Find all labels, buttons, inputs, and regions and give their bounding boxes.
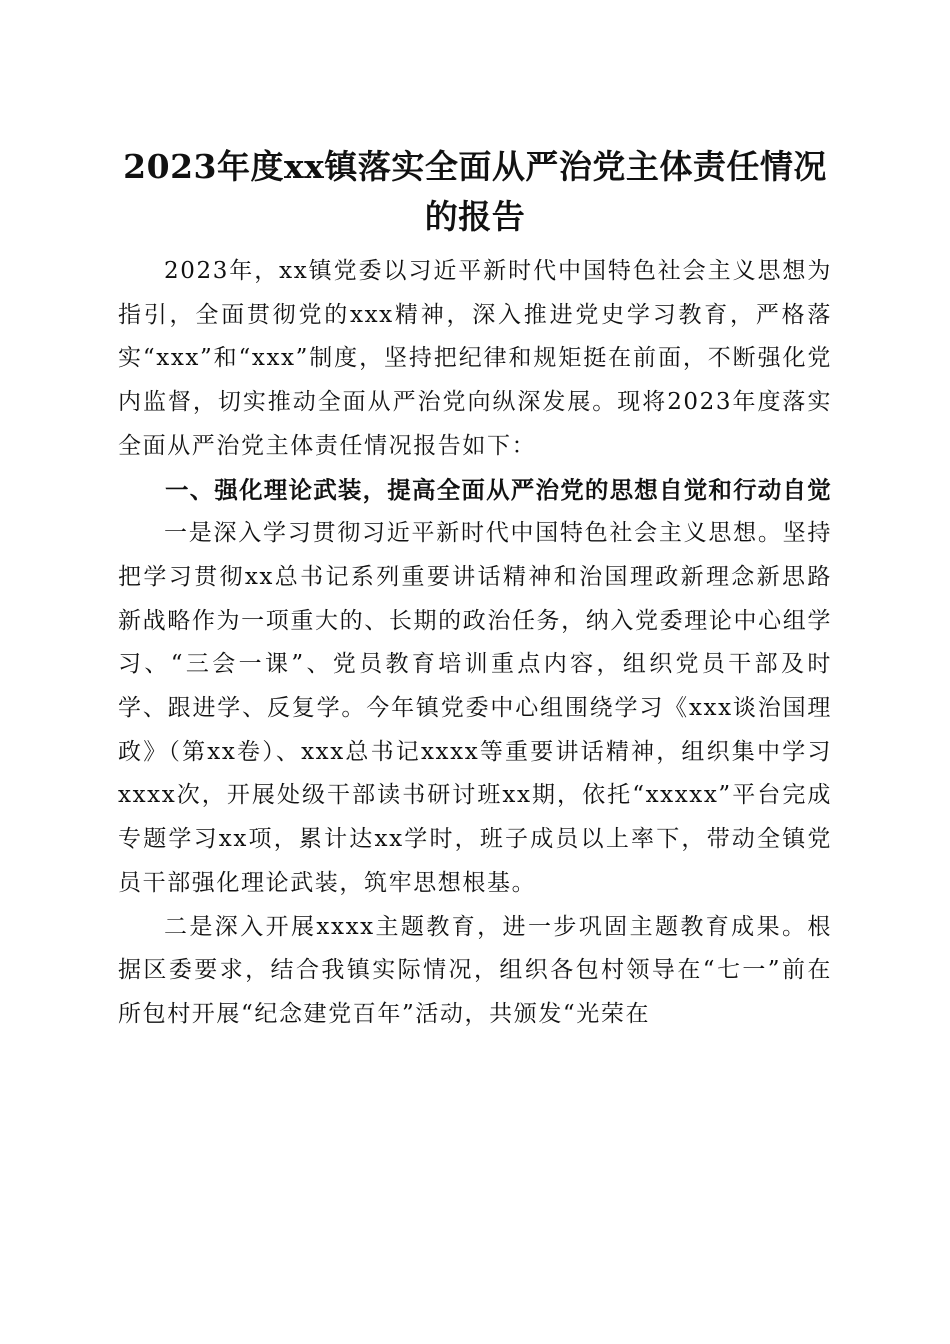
intro-paragraph: 2023年，xx镇党委以习近平新时代中国特色社会主义思想为指引，全面贯彻党的xxx精神，深入推进党史学习教育，严格落实“xxx”和“xxx”制度，坚持把纪律和规矩挺在前面，不断强化党内监督，切实推动全面从严治党向纵深发展。现将2023年度落实全面从严治党主体责任情况报告如下： <box>118 258 832 459</box>
document-title: 2023年度xx镇落实全面从严治党主体责任情况的报告 <box>123 147 827 236</box>
paragraph-theme-education: 二是深入开展xxxx主题教育，进一步巩固主题教育成果。根据区委要求，结合我镇实际情况，组织各包村领导在“七一”前在所包村开展“纪念建党百年”活动，共颁发“光荣在 <box>118 913 832 1027</box>
document-body-visible-area <box>118 250 832 1166</box>
paragraph-study-thought: 一是深入学习贯彻习近平新时代中国特色社会主义思想。坚持把学习贯彻xx总书记系列重要讲话精神和治国理政新理念新思路新战略作为一项重大的、长期的政治任务，纳入党委理论中心组学习、“三会一课”、党员教育培训重点内容，组织党员干部及时学、跟进学、反复学。今年镇党委中心组围绕学习《xxx谈治国理政》（第xx卷）、xxx总书记xxxx等重要讲话精神，组织集中学习xxxx次，开展处级干部读书研讨班xx期，依托“xxxxx”平台完成专题学习xx项，累计达xx学时，班子成员以上率下，带动全镇党员干部强化理论武装，筑牢思想根基。 <box>118 520 832 896</box>
section-heading-1: 一、强化理论武装，提高全面从严治党的思想自觉和行动自觉 <box>165 475 832 504</box>
